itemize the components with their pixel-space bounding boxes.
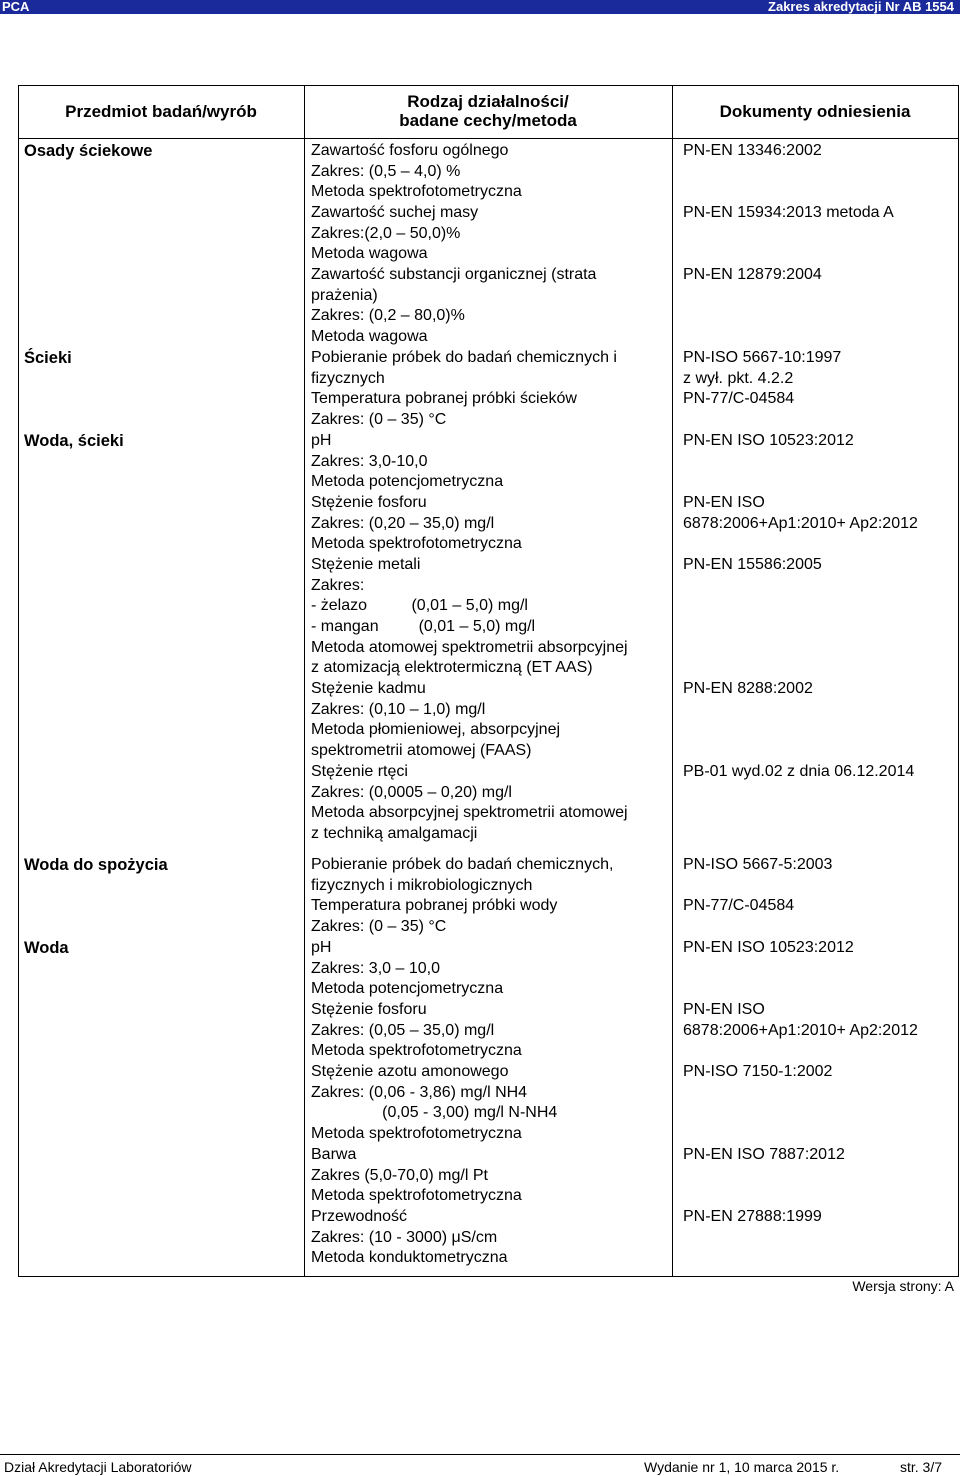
activity-group [311, 938, 503, 1000]
activity-line: Zakres: [311, 576, 365, 594]
subject-osady: Osady ściekowe [24, 142, 153, 160]
reference-doc: PN-ISO 5667-10:1997 [683, 349, 842, 366]
reference-doc: PB-01 wyd.02 z dnia 06.12.2014 [683, 763, 915, 780]
activity-line: Zakres: 3,0-10,0 [311, 452, 428, 470]
activity-line: z atomizacją elektrotermiczną (ET AAS) [311, 659, 593, 677]
activity-line: Metoda wagowa [311, 328, 428, 346]
activity-line: Metoda spektrofotometryczna [311, 1042, 522, 1060]
activity-group [311, 141, 522, 203]
activity-group [311, 1062, 557, 1145]
activity-line: fizycznych [311, 369, 385, 387]
footer-divider [0, 1454, 960, 1455]
reference-doc: 6878:2006+Ap1:2010+ Ap2:2012 [683, 515, 918, 532]
activity-line: Temperatura pobranej próbki wody [311, 897, 558, 915]
activity-line: Zakres: (0 – 35) °C [311, 411, 447, 429]
activity-group [311, 493, 522, 555]
activity-line: Metoda konduktometryczna [311, 1249, 508, 1267]
activity-line: Metoda spektrofotometryczna [311, 535, 522, 553]
reference-doc: PN-EN 15586:2005 [683, 556, 822, 573]
reference-doc: PN-EN 8288:2002 [683, 680, 813, 697]
footer-page-number: str. 3/7 [900, 1459, 943, 1475]
reference-doc: z wył. pkt. 4.2.2 [683, 370, 794, 387]
reference-doc: PN-EN ISO [683, 494, 765, 511]
activity-line: Zakres: (0 – 35) °C [311, 918, 447, 936]
activity-line: Metoda potencjometryczna [311, 980, 504, 998]
reference-doc: PN-EN 13346:2002 [683, 142, 822, 159]
activity-group [311, 1000, 522, 1062]
activity-group [311, 348, 617, 431]
page-version: Wersja strony: A [852, 1278, 954, 1294]
activity-line: Zakres: 3,0 – 10,0 [311, 959, 440, 977]
activity-line: Pobieranie próbek do badań chemicznych, [311, 856, 614, 873]
activity-line: Zawartość fosforu ogólnego [311, 142, 509, 159]
activity-line: Stężenie azotu amonowego [311, 1063, 509, 1080]
activity-line: Zakres: (10 - 3000) μS/cm [311, 1228, 498, 1246]
activity-line: - żelazo (0,01 – 5,0) mg/l [311, 597, 528, 615]
activity-line: Metoda spektrofotometryczna [311, 1187, 522, 1205]
activity-line: Stężenie kadmu [311, 680, 426, 697]
activity-line: Metoda absorpcyjnej spektrometrii atomowej [311, 804, 628, 822]
activity-line: Stężenie rtęci [311, 763, 408, 780]
activity-line: (0,05 - 3,00) mg/l N-NH4 [311, 1104, 558, 1122]
header-subject: Przedmiot badań/wyrób [65, 102, 257, 121]
activity-line: spektrometrii atomowej (FAAS) [311, 742, 532, 760]
activity-line: Zakres: (0,10 – 1,0) mg/l [311, 700, 486, 718]
activity-group [311, 555, 628, 679]
activity-line: Zakres: (0,05 – 35,0) mg/l [311, 1021, 495, 1039]
activity-line: Zakres: (0,2 – 80,0)% [311, 307, 465, 325]
footer-department: Dział Akredytacji Laboratoriów [4, 1459, 192, 1475]
activity-line: Metoda wagowa [311, 245, 428, 263]
activity-line: fizycznych i mikrobiologicznych [311, 876, 533, 894]
reference-doc: PN-EN 27888:1999 [683, 1208, 822, 1225]
header-org: PCA [2, 0, 30, 14]
activity-line: Zakres: (0,0005 – 0,20) mg/l [311, 783, 512, 801]
activity-line: Metoda potencjometryczna [311, 473, 504, 491]
activity-line: Temperatura pobranej próbki ścieków [311, 390, 577, 408]
header-documents: Dokumenty odniesienia [719, 102, 911, 121]
activity-line: - mangan (0,01 – 5,0) mg/l [311, 618, 536, 636]
accreditation-table [18, 85, 959, 1277]
subject-woda-do-spozycia: Woda do spożycia [24, 856, 168, 874]
activity-line: Przewodność [311, 1208, 408, 1225]
activity-line: Stężenie fosforu [311, 1001, 427, 1018]
activity-line: Zawartość substancji organicznej (strata [311, 266, 597, 283]
subject-woda: Woda [24, 939, 69, 957]
reference-doc: PN-EN 12879:2004 [683, 266, 822, 283]
activity-line: Barwa [311, 1146, 357, 1163]
activity-line: pH [311, 939, 332, 956]
page-header [0, 0, 960, 14]
activity-line: Zawartość suchej masy [311, 204, 479, 221]
activity-line: Zakres: (0,06 - 3,86) mg/l NH4 [311, 1083, 528, 1101]
reference-doc: PN-ISO 7150-1:2002 [683, 1063, 833, 1080]
activity-line: Metoda atomowej spektrometrii absorpcyjnej [311, 638, 628, 656]
activity-line: Stężenie metali [311, 556, 421, 573]
activity-line: z techniką amalgamacji [311, 825, 478, 843]
activity-line: Metoda płomieniowej, absorpcyjnej [311, 721, 561, 739]
activity-group [311, 679, 560, 762]
activity-group [311, 265, 596, 348]
activity-line: Zakres:(2,0 – 50,0)% [311, 224, 461, 242]
activity-line: Zakres (5,0-70,0) mg/l Pt [311, 1166, 488, 1184]
reference-doc: PN-77/C-04584 [683, 390, 795, 407]
reference-doc: PN-EN ISO 10523:2012 [683, 432, 854, 449]
activity-group [311, 1145, 522, 1207]
activity-line: Metoda spektrofotometryczna [311, 183, 522, 201]
reference-doc: PN-EN ISO 10523:2012 [683, 939, 854, 956]
activity-line: Pobieranie próbek do badań chemicznych i [311, 349, 617, 366]
reference-doc: PN-EN 15934:2013 metoda A [683, 204, 894, 221]
activity-group [311, 855, 613, 938]
reference-doc: PN-EN ISO 7887:2012 [683, 1146, 845, 1163]
reference-doc: 6878:2006+Ap1:2010+ Ap2:2012 [683, 1022, 918, 1039]
header-activity-2: badane cechy/metoda [399, 111, 577, 130]
activity-group [311, 431, 503, 493]
reference-doc: PN-77/C-04584 [683, 897, 795, 914]
activity-line: prażenia) [311, 286, 378, 304]
header-title: Zakres akredytacji Nr AB 1554 [768, 0, 954, 14]
activity-line: Zakres: (0,20 – 35,0) mg/l [311, 514, 495, 532]
subject-woda-scieki: Woda, ścieki [24, 432, 124, 450]
header-activity-1: Rodzaj działalności/ [407, 92, 569, 111]
activity-line: Metoda spektrofotometryczna [311, 1125, 522, 1143]
activity-line: Zakres: (0,5 – 4,0) % [311, 162, 461, 180]
activity-group [311, 1207, 508, 1269]
footer-edition: Wydanie nr 1, 10 marca 2015 r. [644, 1459, 840, 1475]
reference-doc: PN-EN ISO [683, 1001, 765, 1018]
reference-doc: PN-ISO 5667-5:2003 [683, 856, 833, 873]
subject-scieki: Ścieki [24, 349, 72, 367]
activity-group [311, 203, 478, 265]
activity-line: pH [311, 432, 332, 449]
activity-group [311, 762, 628, 845]
activity-line: Stężenie fosforu [311, 494, 427, 511]
